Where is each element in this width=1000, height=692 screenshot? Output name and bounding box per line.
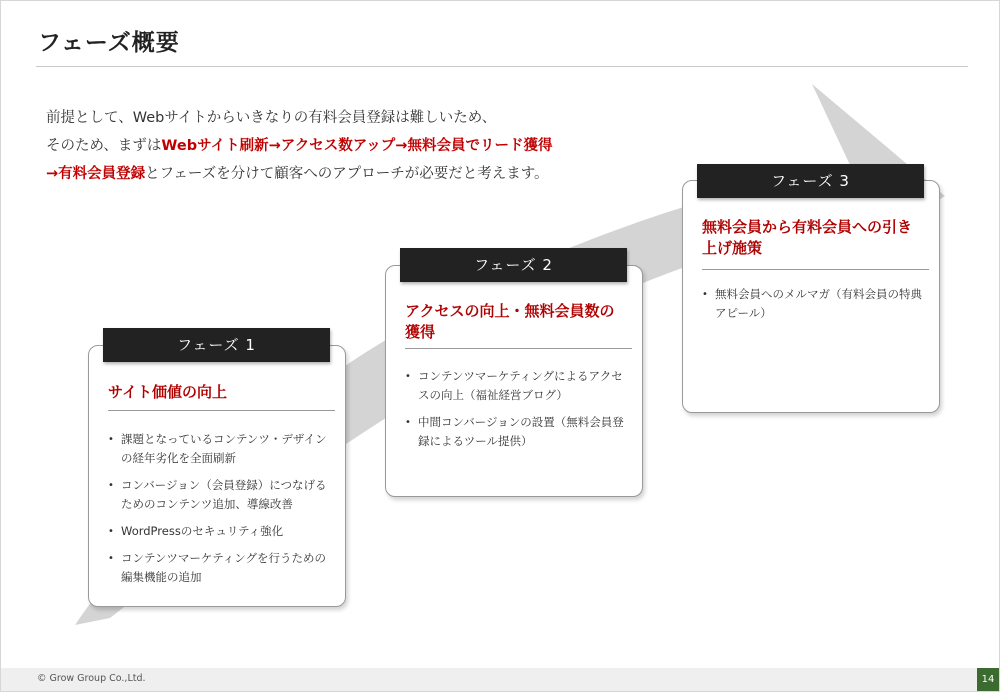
list-item (108, 522, 338, 541)
phase-3-title (702, 217, 927, 259)
bullet-line: スの向上（福祉経営ブログ） (418, 388, 568, 402)
intro-line-1: 前提として、Webサイトからいきなりの有料会員登録は難しいため、 (46, 110, 497, 126)
intro-text (46, 104, 686, 188)
phase-2-title-line-2: 獲得 (405, 323, 436, 341)
phase-2-card (385, 265, 643, 497)
phase-3-bullets (702, 285, 932, 331)
bullet-line: の経年劣化を全面刷新 (121, 451, 236, 465)
list-item (108, 549, 338, 587)
bullet-line: • 無料会員へのメルマガ（有料会員の特典 (715, 287, 922, 301)
list-item (405, 367, 635, 405)
list-item (108, 430, 338, 468)
intro-line-3-highlight: →有料会員登録 (46, 166, 146, 182)
phase-2-tag: フェーズ 2 (400, 248, 627, 282)
bullet-line: アピール） (715, 306, 772, 320)
copyright-text: © Grow Group Co.,Ltd. (37, 673, 146, 684)
phase-2-title-line-1: アクセスの向上・無料会員数の (405, 302, 615, 320)
intro-line-3 (46, 160, 686, 188)
page-title: フェーズ概要 (38, 30, 180, 56)
phase-2-title (405, 301, 630, 343)
bullet-line: • 課題となっているコンテンツ・デザイン (121, 432, 327, 446)
intro-line-3-plain: とフェーズを分けて顧客へのアプローチが必要だと考えます。 (145, 166, 549, 182)
phase-1-tag: フェーズ 1 (103, 328, 330, 362)
bullet-line: ためのコンテンツ追加、導線改善 (121, 497, 293, 511)
bullet-line: • コンテンツマーケティングを行うための (121, 551, 327, 565)
intro-line-2-plain: そのため、まずは (46, 138, 162, 154)
list-item (108, 476, 338, 514)
phase-3-title-line-2: 上げ施策 (702, 239, 763, 257)
list-item (405, 413, 635, 451)
phase-3-card (682, 180, 940, 413)
bullet-line: 録によるツール提供） (418, 434, 533, 448)
phase-2-divider (405, 348, 632, 349)
phase-1-divider (108, 410, 335, 411)
phase-2-bullets (405, 367, 635, 459)
bullet-line: • 中間コンバージョンの設置（無料会員登 (418, 415, 624, 429)
phase-1-card (88, 345, 346, 607)
bullet-line: • WordPressのセキュリティ強化 (121, 524, 284, 538)
phase-1-bullets (108, 430, 338, 595)
intro-line-2-highlight: Webサイト刷新→アクセス数アップ→無料会員でリード獲得 (161, 138, 553, 154)
phase-3-tag: フェーズ 3 (697, 164, 924, 198)
bullet-line: • コンバージョン（会員登録）につなげる (121, 478, 327, 492)
phase-1-title-line: サイト価値の向上 (108, 383, 227, 401)
footer-bar (1, 668, 999, 691)
bullet-line: • コンテンツマーケティングによるアクセ (418, 369, 623, 383)
page-number: 14 (977, 668, 999, 691)
phase-1-title (108, 382, 333, 403)
bullet-line: 編集機能の追加 (121, 570, 202, 584)
intro-line-2 (46, 132, 686, 160)
phase-3-title-line-1: 無料会員から有料会員への引き (702, 218, 913, 236)
list-item (702, 285, 932, 323)
phase-3-divider (702, 269, 929, 270)
